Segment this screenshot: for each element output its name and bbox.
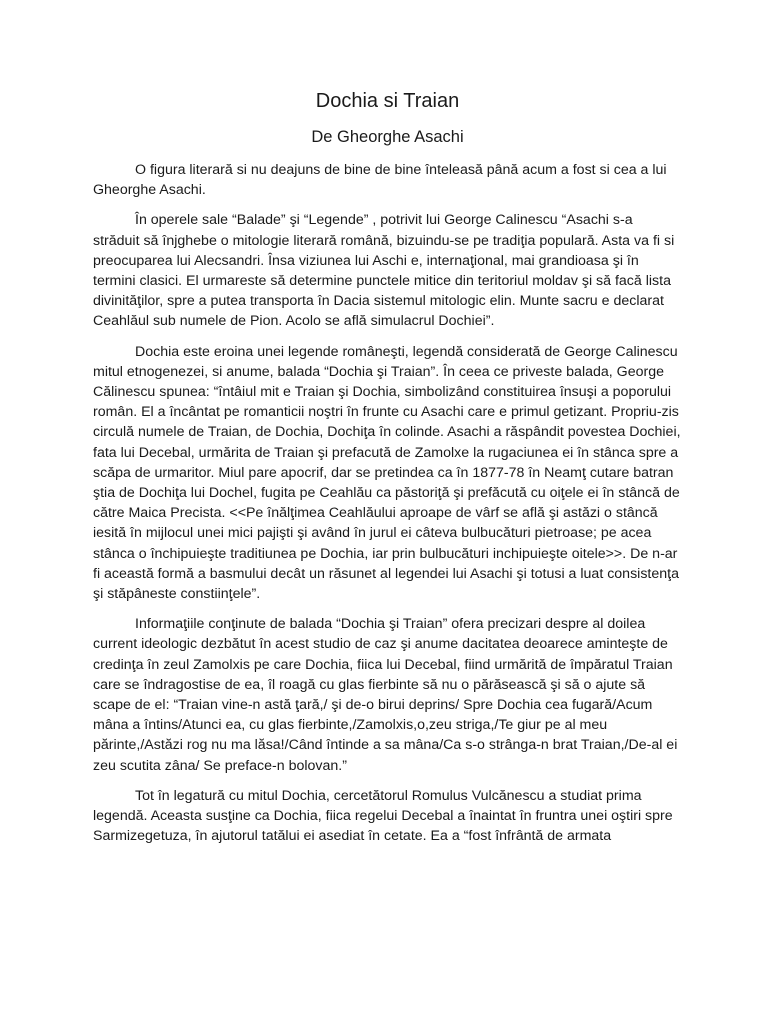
paragraph-dochia-eroina: [93, 342, 682, 605]
paragraph-vulcanescu: [93, 786, 682, 847]
paragraph-text: Dochia este eroina unei legende româneşti, legendă considerată de George Calinescu mitul etnogenezei, si anume, balada “Dochia şi Traian”. În ceea ce priveste balada, George Călinescu spunea: “întâiul mit e Traian şi Dochia, simbolizând constituirea însuşi a poporului român. El a încântat pe romanticii noştri în frunte cu Asachi care e primul getizant. Propriu-zis circulă numele de Traian, de Dochia, Dochiţa în colinde. Asachi a răspândit povestea Dochiei, fata lui Decebal, urmărita de Traian şi prefacută de Zamolxe la rugaciunea ei în stânca spre a scăpa de urmaritor. Miul pare apocrif, dar se pretindea ca în 1877-78 în Neamţ cutare batran ştia de Dochiţa lui Dochel, fugita pe Ceahlău ca păstoriţă şi prefăcută cu oiţele ei în stâncă de către Maica Precista. <<Pe înălţimea Ceahlăului aproape de vârf se află şi astăzi o stâncă iesită în mijlocul unei mici pajişti şi având în jurul ei câteva bulbucături pietroase; pe acea stânca o închipuieşte traditiunea pe Dochia, iar prin bulbucături inchipuieşte oitele>>. De n-ar fi această formă a basmului decât un răsunet al legendei lui Asachi şi totusi a luat consistenţa şi stăpâneste constiinţele”.: [93, 343, 681, 603]
document-title: Dochia si Traian: [315, 90, 460, 112]
paragraph-text: Informaţiile conţinute de balada “Dochia şi Traian” ofera precizari despre al doilea current ideologic dezbătut în acest studio de caz şi anume dacitatea deoarece aminteşte de credinţa în zeul Zamolxis pe care Dochia, fiica lui Decebal, fiind urmărită de împăratul Traian care se îndragostise de ea, îl roagă cu glas fierbinte să nu o părăsească şi să o ajute să scape de el: “Traian vine-n astă ţară,/ şi de-o birui deprins/ Spre Dochia cea fugară/Acum mâna a întins/Atunci ea, cu glas fierbinte,/Zamolxis,o,zeu striga,/Te giur pe al meu pӑrinte,/Astӑzi rog nu ma lӑsa!/Când întinde a sa mâna/Ca s-o strânga-n brat Traian,/De-al ei zeu scutita zâna/ Se preface-n bolovan.”: [93, 616, 678, 774]
paragraph-informatii: [93, 614, 682, 776]
paragraph-text: În operele sale “Balade” şi “Legende” , potrivit lui George Calinescu “Asachi s-a străduit să înjghebe o mitologie literară română, bizuindu-se pe tradiţia populară. Asta va fi si preocuparea lui Alecsandri. Însa viziunea lui Aschi e, internaţional, mai grandioasa şi în termini clasici. El urmareste să determine punctele mitice din teritoriul moldav şi să facă lista divinităţilor, spre a putea transporta în Dacia sistemul mitologic elin. Munte sacru e declarat Ceahlăul sub numele de Pion. Acolo se află simulacrul Dochiei”.: [93, 212, 675, 330]
paragraph-intro: [93, 160, 682, 200]
paragraph-text: O figura literară si nu deajuns de bine de bine înteleasă până acum a fost si cea a lui Gheorghe Asachi.: [93, 162, 667, 199]
document-subtitle: De Gheorghe Asachi: [311, 128, 464, 146]
paragraph-text: Tot în legatură cu mitul Dochia, cercetătorul Romulus Vulcănescu a studiat prima legendă. Aceasta susţine ca Dochia, fiica regelui Decebal a înaintat în fruntra unei oştiri spre Sarmizegetuza, în ajutorul tatălui ei asediat în cetate. Ea a “fost înfrântă de armata: [93, 787, 673, 845]
paragraph-balade-legende: [93, 210, 682, 331]
